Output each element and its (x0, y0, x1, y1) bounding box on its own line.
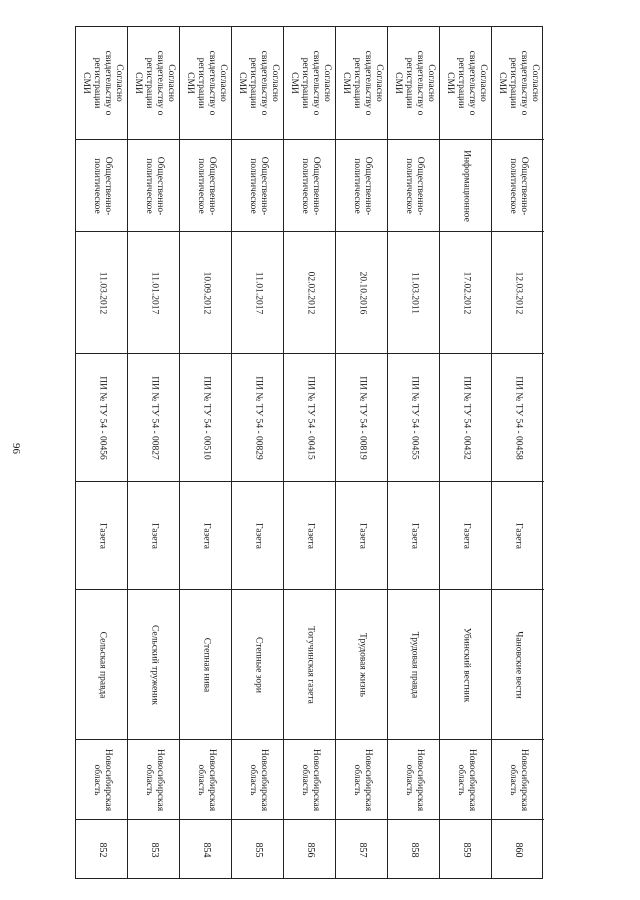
region-cell-text: Новосибирская область (508, 748, 529, 811)
date-cell-text: 11.01.2017 (148, 271, 159, 314)
note-cell (76, 27, 127, 139)
title-cell (492, 589, 544, 739)
type-cell-text: Газета (408, 522, 419, 549)
date-cell-text: 20.10.2016 (356, 271, 367, 314)
title-cell-text: Степные зори (252, 636, 263, 693)
reg-cell-text: ПИ № ТУ 54 - 00432 (460, 375, 471, 460)
type-cell (440, 481, 491, 589)
region-cell-text: Новосибирская область (299, 748, 321, 811)
num-cell-text: 852 (96, 842, 108, 858)
type-cell-text: Газета (460, 522, 471, 549)
note-cell-text: Согласно свидетельству о регистрации СМИ (288, 50, 332, 116)
region-cell (180, 739, 231, 819)
type-cell-text: Газета (513, 522, 524, 549)
type-cell-text: Газета (356, 522, 367, 549)
note-cell (440, 27, 491, 139)
date-cell (388, 231, 439, 353)
topic-cell (128, 139, 179, 231)
date-cell-text: 11.01.2017 (252, 271, 263, 314)
topic-cell-text: Общественно-политическое (195, 156, 217, 215)
type-cell (336, 481, 387, 589)
topic-cell-text: Общественно-политическое (508, 156, 529, 215)
type-cell (128, 481, 179, 589)
reg-cell-text: ПИ № ТУ 54 - 00510 (200, 375, 211, 460)
topic-cell-text: Общественно-политическое (299, 156, 321, 215)
table-row (388, 27, 440, 878)
date-cell-text: 17.02.2012 (460, 271, 471, 314)
table-row (492, 27, 544, 878)
title-cell-text: Убинский вестник (460, 627, 471, 702)
type-cell-text: Газета (96, 522, 107, 549)
type-cell (284, 481, 335, 589)
type-cell (76, 481, 127, 589)
title-cell (128, 589, 179, 739)
num-cell (76, 819, 127, 880)
date-cell-text: 11.03.2011 (408, 271, 419, 314)
num-cell-text: 858 (408, 842, 420, 858)
title-cell (284, 589, 335, 739)
date-cell (440, 231, 491, 353)
type-cell-text: Газета (252, 522, 263, 549)
title-cell (180, 589, 231, 739)
date-cell-text: 10.09.2012 (200, 271, 211, 314)
num-cell-text: 853 (148, 842, 160, 858)
type-cell (492, 481, 544, 589)
title-cell-text: Сельский труженик (148, 624, 159, 705)
type-cell-text: Газета (200, 522, 211, 549)
type-cell (180, 481, 231, 589)
reg-cell-text: ПИ № ТУ 54 - 00455 (408, 375, 419, 460)
reg-cell-text: ПИ № ТУ 54 - 00458 (513, 375, 524, 460)
num-cell-text: 857 (356, 842, 368, 858)
table-row (284, 27, 336, 878)
num-cell (440, 819, 491, 880)
table-row (128, 27, 180, 878)
note-cell-text: Согласно свидетельству о регистрации СМИ (80, 50, 124, 116)
reg-cell (180, 353, 231, 481)
reg-cell-text: ПИ № ТУ 54 - 00415 (304, 375, 315, 460)
reg-cell-text: ПИ № ТУ 54 - 00456 (96, 375, 107, 460)
type-cell-text: Газета (148, 522, 159, 549)
note-cell-text: Согласно свидетельству о регистрации СМИ (236, 50, 280, 116)
num-cell (232, 819, 283, 880)
date-cell (76, 231, 127, 353)
title-cell-text: Трудовая правда (408, 631, 419, 698)
topic-cell-text: Общественно-политическое (247, 156, 269, 215)
topic-cell (284, 139, 335, 231)
reg-cell (128, 353, 179, 481)
type-cell (232, 481, 283, 589)
reg-cell (492, 353, 544, 481)
note-cell-text: Согласно свидетельству о регистрации СМИ (497, 50, 540, 116)
num-cell-text: 859 (460, 842, 472, 858)
note-cell (232, 27, 283, 139)
num-cell-text: 854 (200, 842, 212, 858)
topic-cell-text: Общественно-политическое (143, 156, 165, 215)
note-cell-text: Согласно свидетельству о регистрации СМИ (392, 50, 436, 116)
note-cell-text: Согласно свидетельству о регистрации СМИ (444, 50, 488, 116)
num-cell-text: 860 (512, 842, 524, 858)
type-cell (388, 481, 439, 589)
title-cell-text: Тогучинская газета (304, 625, 315, 704)
table-row (76, 27, 128, 878)
topic-cell (76, 139, 127, 231)
note-cell (336, 27, 387, 139)
topic-cell (180, 139, 231, 231)
note-cell (284, 27, 335, 139)
region-cell-text: Новосибирская область (247, 748, 269, 811)
region-cell-text: Новосибирская область (403, 748, 425, 811)
date-cell-text: 12.03.2012 (513, 271, 524, 314)
reg-cell (388, 353, 439, 481)
type-cell-text: Газета (304, 522, 315, 549)
note-cell-text: Согласно свидетельству о регистрации СМИ (184, 50, 228, 116)
page-number: 96 (10, 443, 22, 454)
reg-cell-text: ПИ № ТУ 54 - 00829 (252, 375, 263, 460)
note-cell-text: Согласно свидетельству о регистрации СМИ (340, 50, 384, 116)
note-cell (388, 27, 439, 139)
table-row (336, 27, 388, 878)
region-cell (388, 739, 439, 819)
topic-cell (336, 139, 387, 231)
topic-cell (232, 139, 283, 231)
date-cell (284, 231, 335, 353)
region-cell (128, 739, 179, 819)
reg-cell (232, 353, 283, 481)
region-cell (492, 739, 544, 819)
region-cell-text: Новосибирская область (351, 748, 373, 811)
date-cell-text: 11.03.2012 (96, 271, 107, 314)
num-cell (284, 819, 335, 880)
date-cell (180, 231, 231, 353)
num-cell (180, 819, 231, 880)
region-cell (336, 739, 387, 819)
topic-cell-text: Общественно-политическое (91, 156, 113, 215)
reg-cell-text: ПИ № ТУ 54 - 00827 (148, 375, 159, 460)
date-cell (128, 231, 179, 353)
reg-cell (440, 353, 491, 481)
note-cell-text: Согласно свидетельству о регистрации СМИ (132, 50, 176, 116)
title-cell (388, 589, 439, 739)
num-cell (336, 819, 387, 880)
region-cell (76, 739, 127, 819)
region-cell-text: Новосибирская область (143, 748, 165, 811)
note-cell (492, 27, 544, 139)
date-cell (492, 231, 544, 353)
topic-cell (388, 139, 439, 231)
note-cell (128, 27, 179, 139)
region-cell-text: Новосибирская область (91, 748, 113, 811)
title-cell-text: Степная нива (200, 637, 211, 692)
region-cell-text: Новосибирская область (455, 748, 477, 811)
title-cell-text: Сельская правда (96, 631, 107, 698)
reg-cell (76, 353, 127, 481)
title-cell (336, 589, 387, 739)
topic-cell-text: Информационное (460, 149, 471, 222)
region-cell (232, 739, 283, 819)
reg-cell-text: ПИ № ТУ 54 - 00819 (356, 375, 367, 460)
num-cell-text: 855 (252, 842, 264, 858)
region-cell-text: Новосибирская область (195, 748, 217, 811)
num-cell-text: 856 (304, 842, 316, 858)
date-cell-text: 02.02.2012 (304, 271, 315, 314)
date-cell (336, 231, 387, 353)
region-cell (440, 739, 491, 819)
topic-cell (440, 139, 491, 231)
num-cell (128, 819, 179, 880)
region-cell (284, 739, 335, 819)
title-cell-text: Чановские вести (513, 630, 524, 699)
reg-cell (284, 353, 335, 481)
num-cell (388, 819, 439, 880)
num-cell (492, 819, 544, 880)
table-row (440, 27, 492, 878)
title-cell-text: Трудовая жизнь (356, 632, 367, 697)
topic-cell-text: Общественно-политическое (351, 156, 373, 215)
note-cell (180, 27, 231, 139)
table-row (232, 27, 284, 878)
title-cell (440, 589, 491, 739)
reg-cell (336, 353, 387, 481)
date-cell (232, 231, 283, 353)
title-cell (76, 589, 127, 739)
topic-cell (492, 139, 544, 231)
title-cell (232, 589, 283, 739)
topic-cell-text: Общественно-политическое (403, 156, 425, 215)
table-row (180, 27, 232, 878)
registry-table (75, 26, 543, 879)
